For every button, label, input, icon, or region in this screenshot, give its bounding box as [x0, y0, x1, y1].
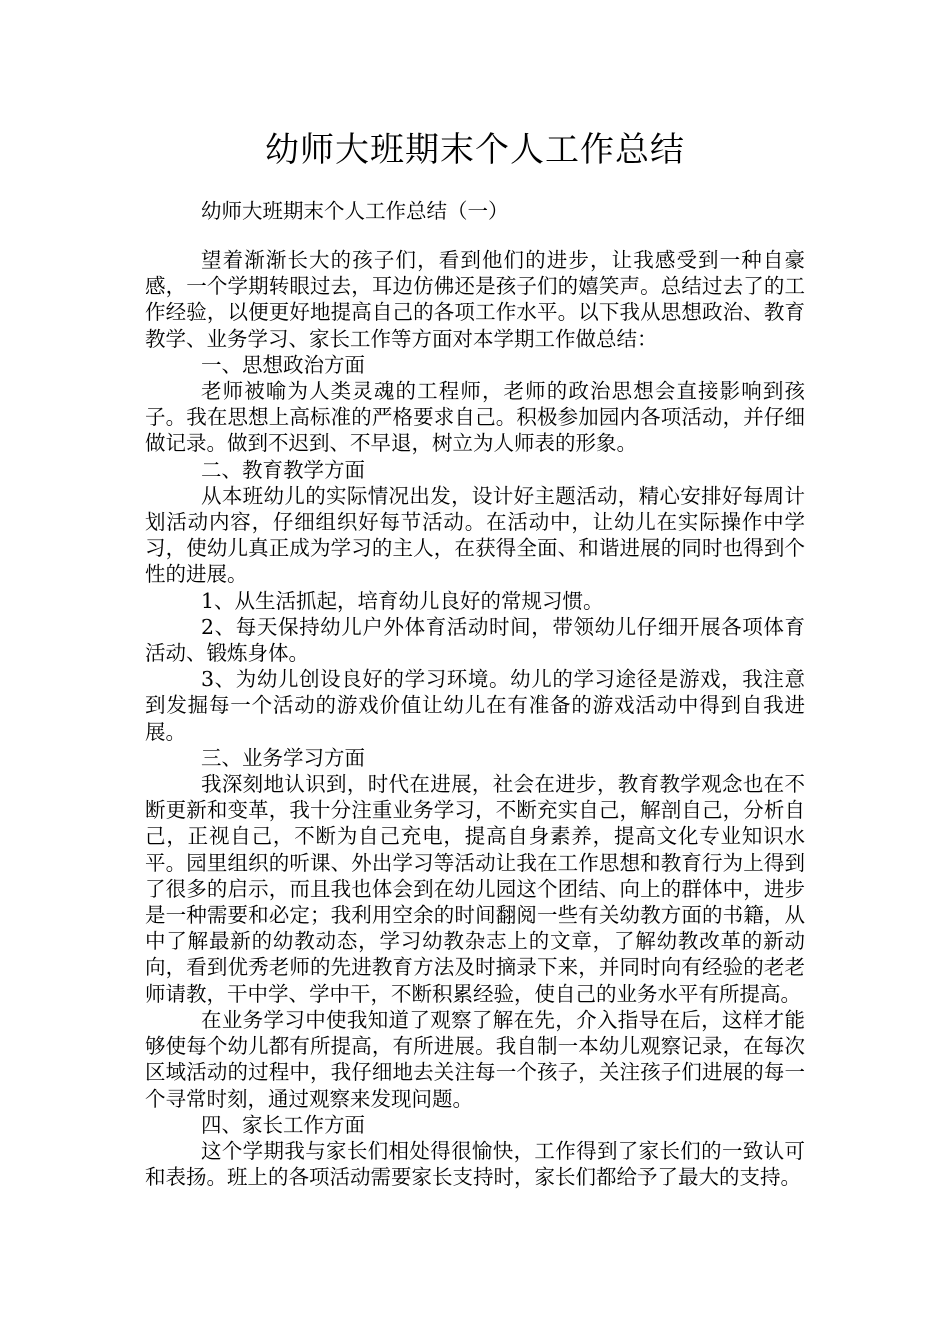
section-heading-politics: 一、思想政治方面	[201, 352, 365, 377]
section-heading-teaching: 二、教育教学方面	[201, 457, 365, 482]
list-item-teaching-3: 3、为幼儿创设良好的学习环境。幼儿的学习途径是游戏，我注意到发掘每一个活动的游戏价值让幼儿在有准备的游戏活动中得到自我进展。	[145, 667, 805, 744]
list-item-teaching-2: 2、每天保持幼儿户外体育活动时间，带领幼儿仔细开展各项体育活动、锻炼身体。	[145, 614, 805, 666]
paragraph-parents: 这个学期我与家长们相处得很愉快，工作得到了家长们的一致认可和表扬。班上的各项活动需要家长支持时，家长们都给予了最大的支持。	[145, 1138, 805, 1190]
document-title: 幼师大班期末个人工作总结	[265, 130, 685, 170]
document-subtitle: 幼师大班期末个人工作总结（一）	[201, 199, 509, 223]
section-heading-study: 三、业务学习方面	[201, 745, 365, 770]
paragraph-study-2: 在业务学习中使我知道了观察了解在先，介入指导在后，这样才能够使每个幼儿都有所提高，有所进展。我自制一本幼儿观察记录，在每次区域活动的过程中，我仔细地去关注每一个孩子，关注孩子们进展的每一个寻常时刻，通过观察来发现问题。	[145, 1007, 805, 1111]
paragraph-intro: 望着渐渐长大的孩子们，看到他们的进步，让我感受到一种自豪感，一个学期转眼过去，耳边仿佛还是孩子们的嬉笑声。总结过去了的工作经验，以便更好地提高自己的各项工作水平。以下我从思想政治、教育教学、业务学习、家长工作等方面对本学期工作做总结：	[145, 248, 805, 351]
document-body	[145, 247, 805, 1190]
section-heading-parents: 四、家长工作方面	[201, 1112, 365, 1137]
paragraph-politics: 老师被喻为人类灵魂的工程师，老师的政治思想会直接影响到孩子。我在思想上高标准的严格要求自己。积极参加园内各项活动，并仔细做记录。做到不迟到、不早退，树立为人师表的形象。	[145, 379, 805, 456]
paragraph-teaching: 从本班幼儿的实际情况出发，设计好主题活动，精心安排好每周计划活动内容，仔细组织好每节活动。在活动中，让幼儿在实际操作中学习，使幼儿真正成为学习的主人，在获得全面、和谐进展的同时也得到个性的进展。	[145, 483, 805, 587]
list-item-teaching-1: 1、从生活抓起，培育幼儿良好的常规习惯。	[201, 588, 604, 613]
paragraph-study-1: 我深刻地认识到，时代在进展，社会在进步，教育教学观念也在不断更新和变革，我十分注重业务学习，不断充实自己，解剖自己，分析自己，正视自己，不断为自己充电，提高自身素养，提高文化专业知识水平。园里组织的听课、外出学习等活动让我在工作思想和教育行为上得到了很多的启示，而且我也体会到在幼儿园这个团结、向上的群体中，进步是一种需要和必定；我利用空余的时间翻阅一些有关幼教方面的书籍，从中了解最新的幼教动态，学习幼教杂志上的文章，了解幼教改革的新动向，看到优秀老师的先进教育方法及时摘录下来，并同时向有经验的老老师请教，干中学、学中干，不断积累经验，使自己的业务水平有所提高。	[145, 772, 805, 1006]
